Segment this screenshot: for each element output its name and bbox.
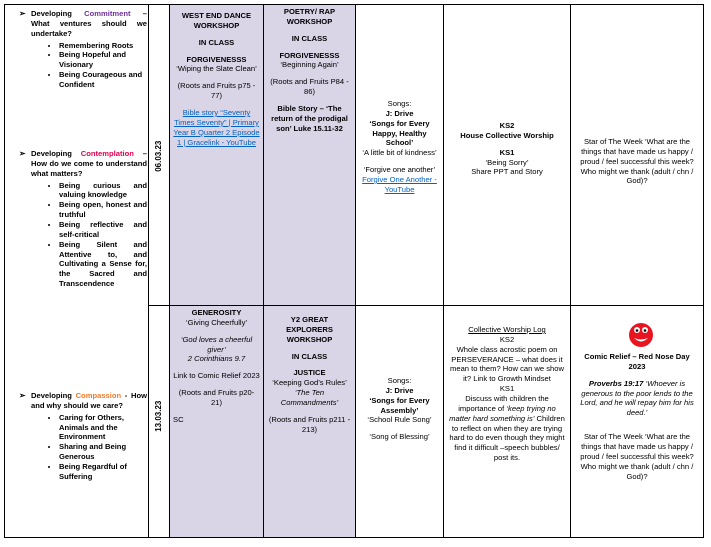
divider [570,5,571,537]
value-item: • Remembering Roots [59,41,147,51]
week2-worship: Collective Worship Log KS2 Whole class acrostic poem on PERSEVERANCE – what does it mean to them? How can we show it? Link to Growth Mindset KS1 Discuss with children the importance of ‘keep trying no matter hard something is’ Children to reflect on when they are trying hard to do even though they might find it difficult –speech bubbles/ post its. [449,325,565,463]
row-divider [148,305,703,306]
value-item: • Being open, honest and truthful [59,200,147,220]
value-item: • Being Hopeful and Visionary [59,50,147,70]
week1-workshop2: POETRY/ RAP WORKSHOP IN CLASS FORGIVENESSS ‘Beginning Again’ (Roots and Fruits P84 - 86) Bible Story – ‘The return of the prodigal son’ Luke 15.11-32 [270,7,349,133]
divider [355,5,356,537]
developing-contemplation: ➢ Developing Contemplation – How do we come to understand what matters? • Being curious and valuing knowledge • Being open, honest and truthful • Being reflective and self-critical • Being Silent and Attentive to, and Cultivating a Sense for, the Sacred and Transcendence [19,149,147,295]
developing-compassion: ➢ Developing Compassion - How and why should we care? • Caring for Others, Animals and the Environment • Sharing and Being Generous • Being Regardful of Suffering [19,391,147,488]
week2-songs: Songs: J: Drive ‘Songs for Every Assembly’ ‘School Rule Song’ ‘Song of Blessing’ [367,376,432,442]
arrow-bullet-icon: ➢ [19,149,26,158]
week2-comic-relief: Comic Relief – Red Nose Day 2023 Proverbs 19:17 ‘Whoever is generous to the poor lends to the Lord, and he will repay him for his deed.’ Star of The Week ‘What are the things that have made us happy / proud / feel successful this week? Who might we thank (adult / chn / God)? [573,320,701,481]
value-item: • Being Regardful of Suffering [59,462,147,482]
week-date: 13.03.23 [153,400,163,432]
week2-workshop1: GENEROSITY ‘Giving Cheerfully’ ‘God loves a cheerful giver’ 2 Corinthians 9.7 Link to Comic Relief 2023 (Roots and Fruits p20- 21) SC [173,308,260,424]
value-item: • Being curious and valuing knowledge [59,181,147,201]
divider [148,5,149,537]
planning-table [4,4,704,538]
week1-workshop1: WEST END DANCE WORKSHOP IN CLASS FORGIVENESSS ‘Wiping the Slate Clean’ (Roots and Fruits p75 - 77) Bible story “Seventy Times Seventy” | Primary Year B Quarter 2 Episode 1 | Gracelink - YouTube [173,11,260,147]
value-item: • Being Silent and Attentive to, and Cultivating a Sense for, the Sacred and Transcendence [59,240,147,289]
arrow-bullet-icon: ➢ [19,9,26,18]
red-nose-icon [576,320,698,352]
song-link[interactable]: Forgive One Another - YouTube [362,175,437,194]
week1-songs: Songs: J: Drive ‘Songs for Every Happy, Healthy School’ ‘A little bit of kindness’ ‘Forgive one another’ Forgive One Another - YouTube [356,99,443,195]
developing-commitment: ➢ Developing Commitment – What ventures should we undertake? • Remembering Roots • Being Hopeful and Visionary • Being Courageous and Confident [19,9,147,96]
value-item: • Caring for Others, Animals and the Environment [59,413,147,443]
value-item: • Being reflective and self-critical [59,220,147,240]
week-date: 06.03.23 [153,140,163,172]
value-item: • Sharing and Being Generous [59,442,147,462]
value-item: • Being Courageous and Confident [59,70,147,90]
arrow-bullet-icon: ➢ [19,391,26,400]
week2-workshop2: Y2 GREAT EXPLORERS WORKSHOP IN CLASS JUSTICE ‘Keeping God’s Rules’ ‘The Ten Commandments’ (Roots and Fruits p211 - 213) [268,315,351,434]
week1-worship: KS2 House Collective Worship KS1 ‘Being Sorry’ Share PPT and Story [460,121,554,177]
bible-story-link[interactable]: Bible story “Seventy Times Seventy” | Primary Year B Quarter 2 Episode 1 | Gracelink - YouTube [173,108,260,147]
week1-star-of-week: Star of The Week ‘What are the things that have made us happy / proud / feel successful this week? Who might we thank (adult / chn / God)? [580,137,694,186]
